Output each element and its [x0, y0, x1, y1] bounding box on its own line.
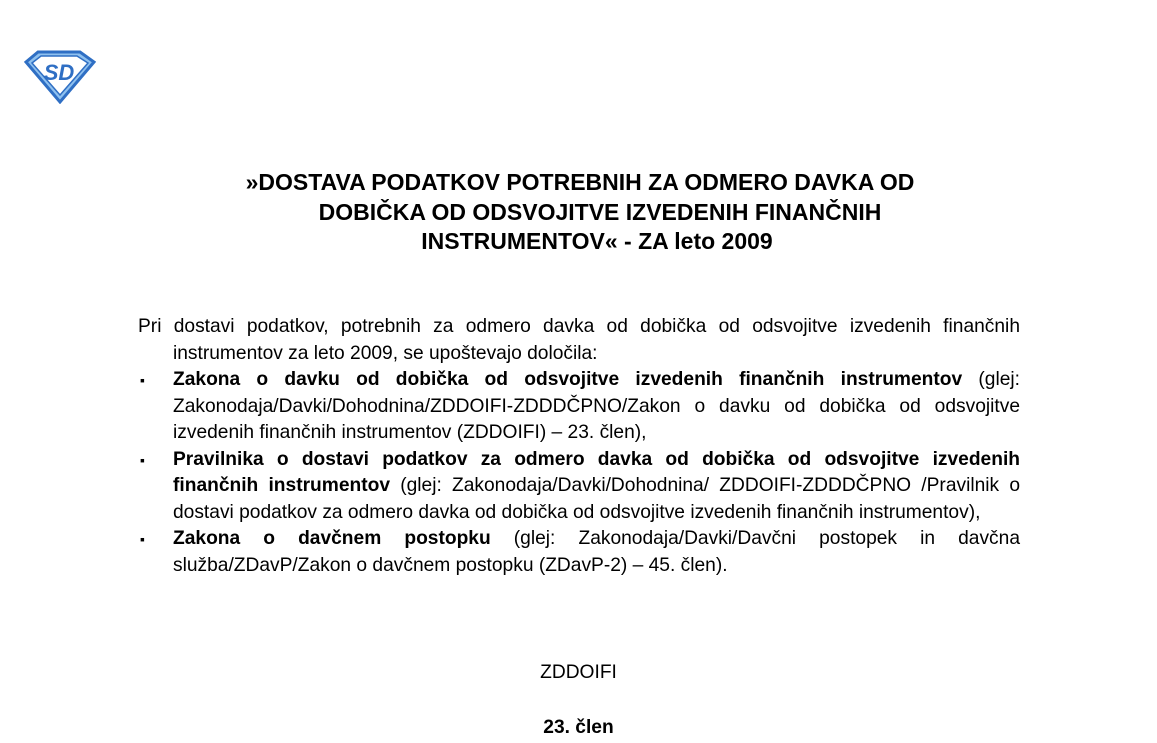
title-line-2: DOBIČKA OD ODSVOJITVE IZVEDENIH FINANČNIH	[318, 198, 882, 225]
rule-title: Zakona o davku od dobička od odsvojitve izvedenih finančnih instrumentov	[173, 369, 963, 390]
law-heading: ZDDOIFI	[540, 662, 617, 683]
bullet-icon: ▪	[140, 531, 145, 547]
bullet-icon: ▪	[140, 372, 145, 388]
document-title	[140, 168, 1020, 257]
title-line-1: »DOSTAVA PODATKOV POTREBNIH ZA ODMERO DAVKA OD	[245, 169, 915, 195]
list-item	[138, 447, 1020, 527]
bullet-icon: ▪	[140, 451, 145, 468]
title-line-3: INSTRUMENTOV« - ZA leto 2009	[421, 228, 773, 254]
list-item	[138, 526, 1020, 579]
rule-title: Zakona o davčnem postopku	[173, 528, 491, 549]
rule-reference: (glej: Zakonodaja/Davki/Davčni postopek in davčna služba/ZDavP/Zakon o davčnem postopku (ZDavP-2) – 45. člen).	[173, 528, 1020, 576]
article-heading: 23. člen	[543, 717, 614, 738]
document-body	[138, 314, 1020, 579]
rule-title: Pravilnika o dostavi podatkov za odmero davka od dobička od odsvojitve izvedenih finančnih instrumentov	[173, 448, 1020, 496]
rule-reference: (glej: Zakonodaja/Davki/Dohodnina/ ZDDOIFI-ZDDDČPNO /Pravilnik o dostavi podatkov za odmero davka od dobička od odsvojitve izvedenih finančnih instrumentov),	[173, 475, 1021, 523]
logo-text: SD	[43, 60, 75, 85]
rule-reference: (glej: Zakonodaja/Davki/Dohodnina/ZDDOIFI-ZDDDČPNO/Zakon o davku od dobička od odsvojitve izvedenih finančnih instrumentov (ZDDOIFI) – 23. člen),	[173, 369, 1020, 443]
list-item	[138, 367, 1020, 447]
logo-icon	[22, 50, 96, 104]
rules-list	[138, 367, 1020, 579]
intro-paragraph: Pri dostavi podatkov, potrebnih za odmero davka od dobička od odsvojitve izvedenih finančnih instrumentov za leto 2009, se upoštevajo določila:	[138, 316, 1020, 364]
